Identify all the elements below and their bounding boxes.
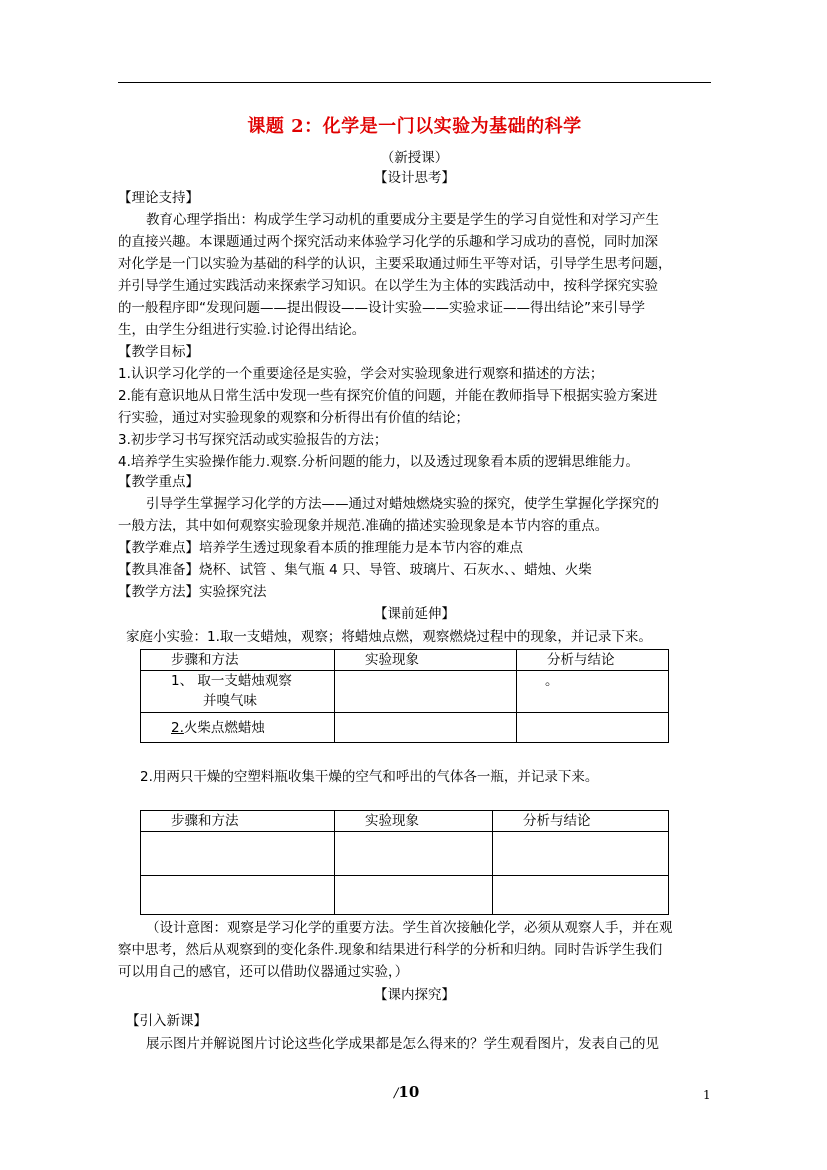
theory-line: 生，由学生分组进行实验.讨论得出结论。	[118, 322, 366, 338]
table-header: 步骤和方法	[141, 811, 335, 832]
design-note-line: 察中思考，然后从观察到的变化条件.现象和结果进行科学的分析和归纳。同时告诉学生我们	[118, 942, 663, 958]
goal-item: 2.能有意识地从日常生活中发现一些有探究价值的问题，并能在教师指导下根据实验方案进	[118, 388, 658, 404]
table-row	[141, 876, 669, 915]
table-row	[141, 671, 669, 713]
experiment-table-1	[140, 649, 669, 743]
goal-item: 4.培养学生实验操作能力.观察.分析问题的能力，以及透过现象看本质的逻辑思维能力。	[118, 454, 639, 470]
table-cell	[517, 713, 669, 743]
page-title: 课题 2：化学是一门以实验为基础的科学	[247, 116, 582, 137]
table-cell	[493, 876, 669, 915]
table-cell	[141, 671, 335, 713]
goal-item: 1.认识学习化学的一个重要途径是实验，学会对实验现象进行观察和描述的方法；	[118, 366, 604, 382]
page-corner-number: 1	[703, 1088, 711, 1102]
table-cell	[335, 671, 517, 713]
table-header: 实验现象	[335, 650, 517, 671]
home-experiment-intro: 家庭小实验：1.取一支蜡烛，观察；将蜡烛点燃，观察燃烧过程中的现象，并记录下来。	[126, 629, 652, 645]
theory-line: 的一般程序即“发现问题——提出假设——设计实验——实验求证——得出结论”来引导学	[118, 300, 645, 316]
theory-line: 教育心理学指出：构成学生学习动机的重要成分主要是学生的学习自觉性和对学习产生	[146, 212, 659, 228]
table-header: 分析与结论	[517, 650, 669, 671]
intro-new-line: 展示图片并解说图片讨论这些化学成果都是怎么得来的？学生观看图片，发表自己的见	[146, 1036, 659, 1052]
key-points-line: 引导学生掌握学习化学的方法——通过对蜡烛燃烧实验的探究，使学生掌握化学探究的	[146, 496, 659, 512]
page-number: /10	[394, 1083, 420, 1101]
table-row	[141, 832, 669, 876]
design-note-line: 可以用自己的感官，还可以借助仪器通过实验，）	[118, 964, 409, 980]
theory-line: 的直接兴趣。本课题通过两个探究活动来体验学习化学的乐趣和学习成功的喜悦，同时加深	[118, 234, 658, 250]
step-number: 2.	[171, 719, 184, 736]
step-text: 并嗅气味	[203, 693, 257, 709]
key-points-heading: 【教学重点】	[118, 474, 199, 490]
teaching-method: 【教学方法】实验探究法	[118, 584, 267, 600]
table-cell	[335, 876, 493, 915]
section-design-heading: 【设计思考】	[374, 170, 455, 186]
design-note-line: （设计意图：观察是学习化学的重要方法。学生首次接触化学，必须从观察人手，并在观	[146, 920, 673, 936]
header-rule	[118, 82, 711, 83]
goal-item: 3.初步学习书写探究活动或实验报告的方法；	[118, 432, 388, 448]
experiment-2-intro: 2.用两只干燥的空塑料瓶收集干燥的空气和呼出的气体各一瓶，并记录下来。	[140, 769, 599, 785]
table-cell	[141, 713, 335, 743]
intro-new-heading: 【引入新课】	[126, 1013, 207, 1029]
table-header: 分析与结论	[493, 811, 669, 832]
table-cell	[335, 713, 517, 743]
table-cell	[141, 832, 335, 876]
goal-item: 行实验，通过对实验现象的观察和分析得出有价值的结论；	[118, 410, 469, 426]
table-row	[141, 713, 669, 743]
lesson-type: （新授课）	[380, 150, 449, 166]
theory-line: 并引导学生通过实践活动来探索学习知识。在以学生为主体的实践活动中，按科学探究实验	[118, 278, 658, 294]
table-cell	[141, 876, 335, 915]
materials: 【教具准备】烧杯、试管 、集气瓶 4 只、导管、玻璃片、石灰水、、蜡烛、火柴	[118, 562, 592, 578]
theory-heading: 【理论支持】	[118, 190, 199, 206]
step-text: 1、 取一支蜡烛观察	[171, 673, 292, 689]
section-pre-heading: 【课前延伸】	[374, 606, 455, 622]
experiment-table-2	[140, 810, 669, 915]
theory-line: 对化学是一门以实验为基础的科学的认识，主要采取通过师生平等对话，引导学生思考问题，	[118, 256, 672, 272]
goals-heading: 【教学目标】	[118, 344, 199, 360]
key-points-line: 一般方法，其中如何观察实验现象并规范.准确的描述实验现象是本节内容的重点。	[118, 518, 609, 534]
step-text: 火柴点燃蜡烛	[183, 719, 265, 736]
table-cell	[493, 832, 669, 876]
difficulty: 【教学难点】培养学生透过现象看本质的推理能力是本节内容的难点	[118, 540, 523, 556]
table-header: 实验现象	[335, 811, 493, 832]
section-class-heading: 【课内探究】	[374, 987, 455, 1003]
table-header: 步骤和方法	[141, 650, 335, 671]
table-cell: 。	[517, 671, 669, 713]
table-cell	[335, 832, 493, 876]
